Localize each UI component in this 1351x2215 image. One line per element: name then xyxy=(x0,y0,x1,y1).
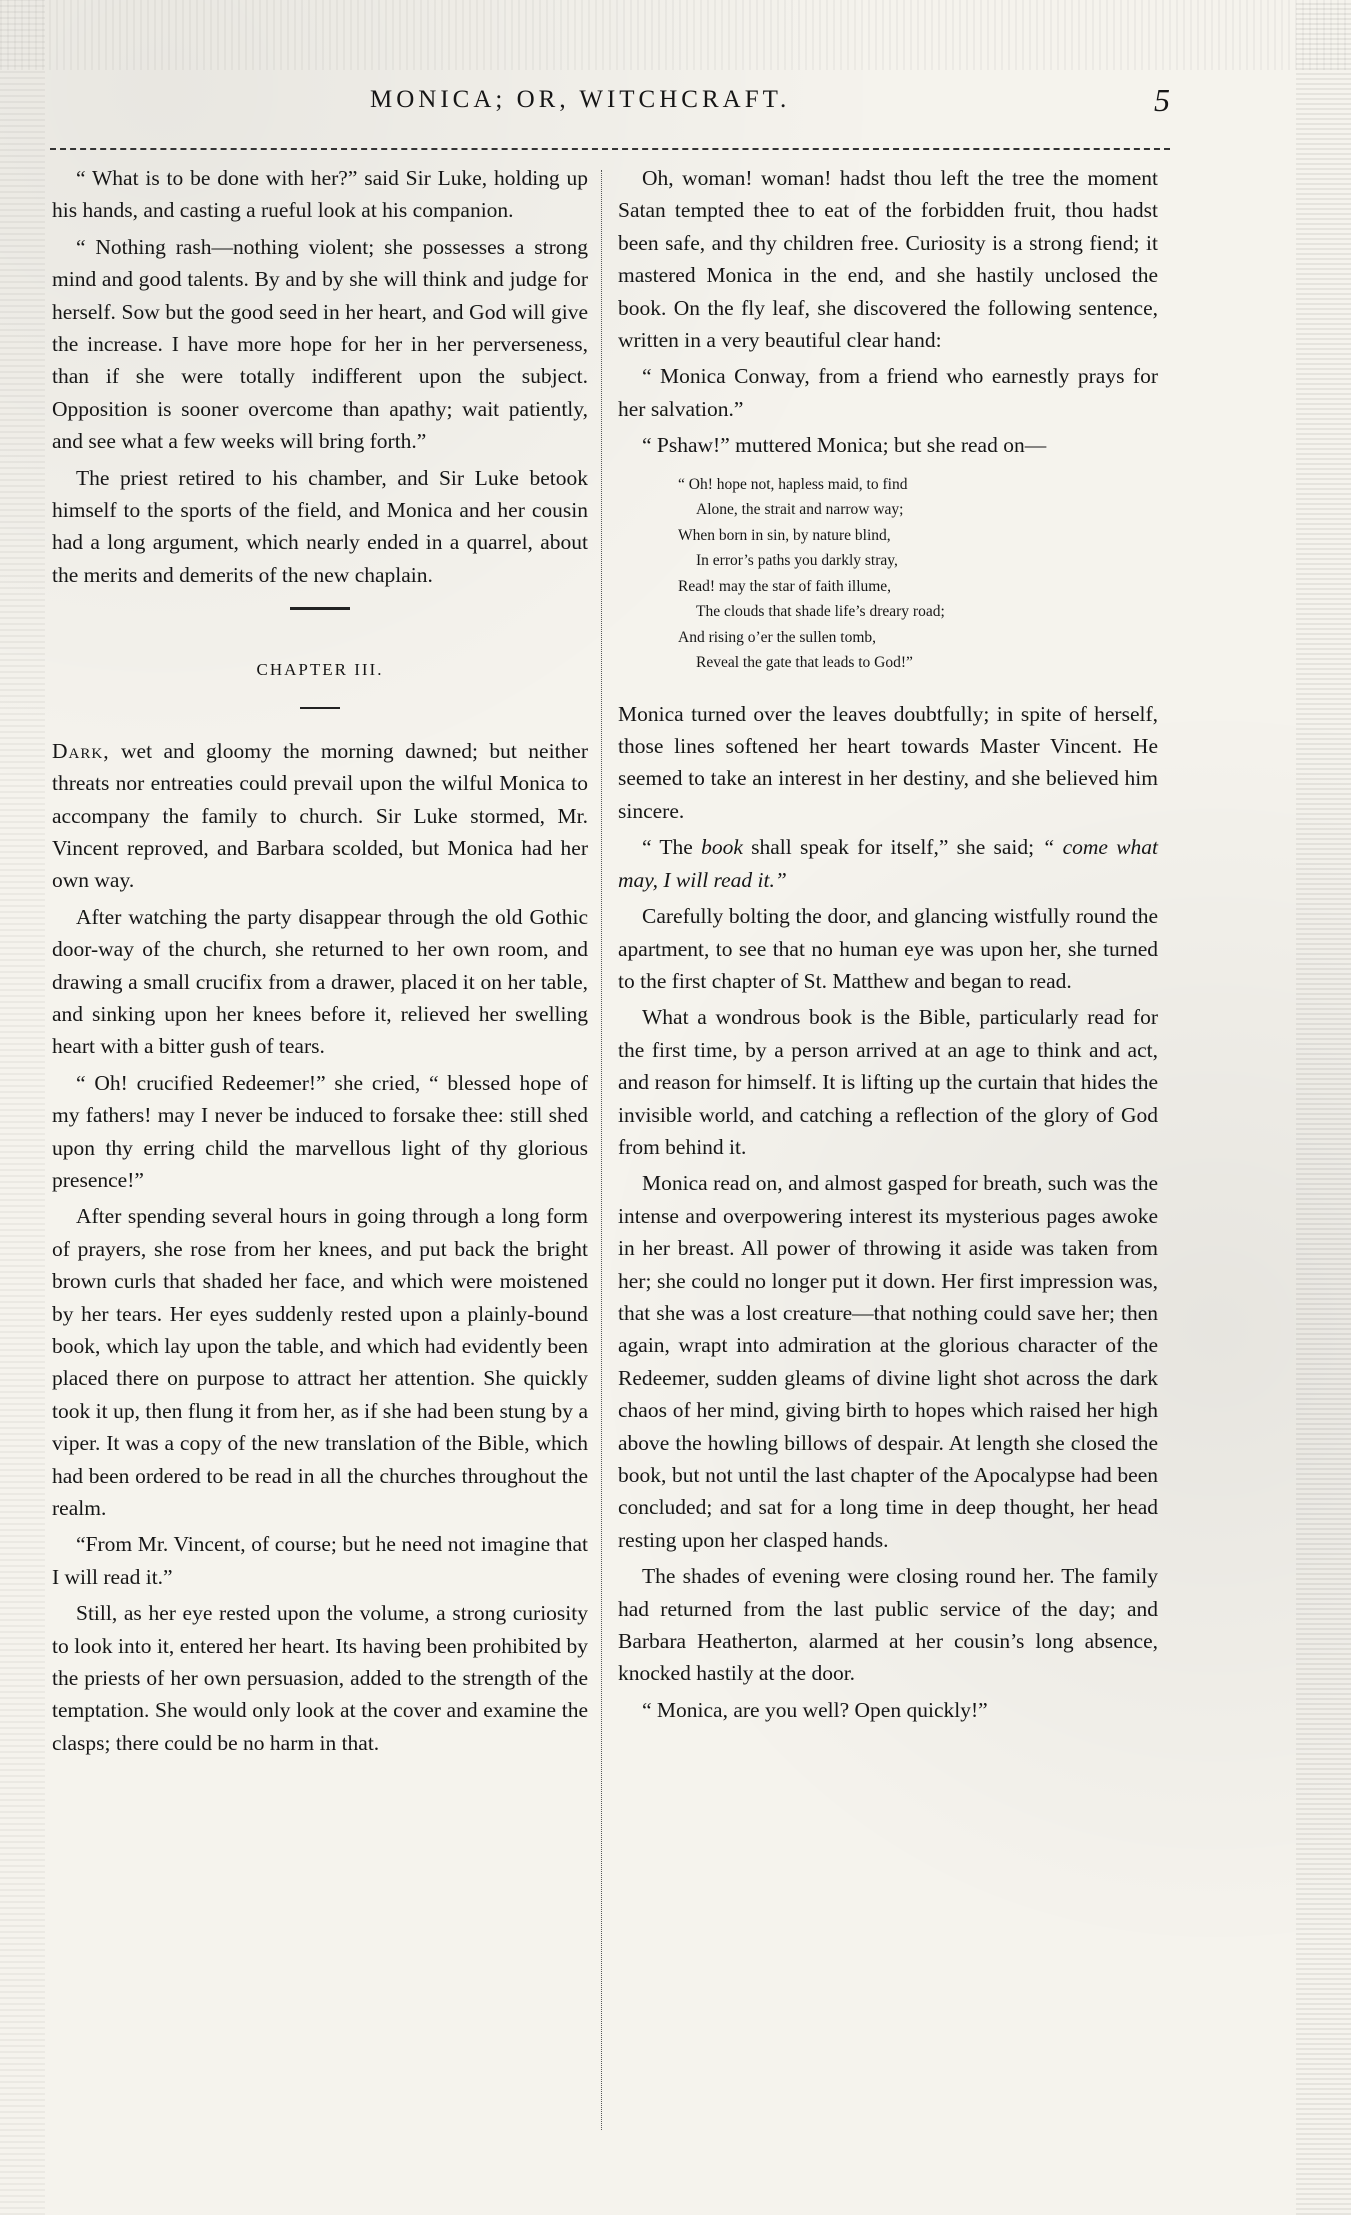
poem-line: And rising o’er the sullen tomb, xyxy=(678,628,877,646)
header-rule xyxy=(50,148,1170,150)
page-header xyxy=(50,82,1170,122)
page-edge-top xyxy=(0,0,1351,70)
column-divider xyxy=(601,170,602,2130)
poem xyxy=(678,472,1158,676)
opening-text: wet and gloomy the morning dawned; but neither threats nor entreaties could prevail upon the wilful Monica to accompany the family to church. Sir Luke stormed, Mr. Vincent reproved, and Barbara scolded, but Monica had her own way. xyxy=(52,738,588,893)
paragraph: After spending several hours in going through a long form of prayers, she rose from her knees, and put back the bright brown curls that shaded her face, and which were moistened by her tears. Her eyes suddenly rested upon a plainly-bound book, which lay upon the table, and which had evidently been placed there on purpose to attract her attention. She quickly took it up, then flung it from her, as if she had been stung by a viper. It was a copy of the new translation of the Bible, which had been ordered to be read in all the churches throughout the realm. xyxy=(52,1204,588,1521)
page-edge-right xyxy=(1296,0,1351,2215)
paragraph: “ Monica, are you well? Open quickly!” xyxy=(642,1697,988,1722)
opening-word: Dark, xyxy=(52,738,110,763)
poem-line: The clouds that shade life’s dreary road; xyxy=(696,603,945,621)
quote-mid: shall speak for itself,” she said; xyxy=(742,835,1035,860)
left-column xyxy=(52,162,588,1763)
paragraph: After watching the party disappear through the old Gothic door-way of the church, she returned to her own room, and drawing a small crucifix from a drawer, placed it on her table, and sinking upon her knees before it, relieved her swelling heart with a bitter gush of tears. xyxy=(52,904,588,1059)
poem-line: Reveal the gate that leads to God!” xyxy=(696,654,913,672)
paragraph: “ Oh! crucified Redeemer!” she cried, “ blessed hope of my fathers! may I never be induced to forsake thee: still shed upon thy erring child the marvellous light of thy glorious presence!” xyxy=(52,1070,588,1192)
chapter-separator-small xyxy=(300,707,340,709)
paragraph: “ Pshaw!” muttered Monica; but she read on— xyxy=(642,433,1047,458)
paragraph: “ Nothing rash—nothing violent; she possesses a strong mind and good talents. By and by she will think and judge for herself. Sow but the good seed in her heart, and God will give the increase. I have more hope for her in her perverseness, than if she were totally indifferent upon the subject. Opposition is sooner overcome than apathy; wait patiently, and see what a few weeks will bring forth.” xyxy=(52,234,588,454)
right-column xyxy=(618,162,1158,1730)
quote-italic: “ come what may, I will read it.” xyxy=(618,835,1159,892)
poem-line: “ Oh! hope not, hapless maid, to find xyxy=(678,475,908,493)
page-edge-left xyxy=(0,0,45,2215)
paragraph: Still, as her eye rested upon the volume, a strong curiosity to look into it, entered her heart. Its having been prohibited by the priests of her own persuasion, added to the strength of the temptation. She would only look at the cover and examine the clasps; there could be no harm in that. xyxy=(52,1601,588,1755)
paragraph: Carefully bolting the door, and glancing wistfully round the apartment, to see that no human eye was upon her, she turned to the first chapter of St. Matthew and began to read. xyxy=(618,904,1158,993)
running-title: MONICA; OR, WITCHCRAFT. xyxy=(370,86,791,113)
paragraph: What a wondrous book is the Bible, particularly read for the first time, by a person arrived at an age to think and act, and reason for himself. It is lifting up the curtain that hides the invisible world, and catching a reflection of the glory of God from behind it. xyxy=(618,1005,1158,1159)
paragraph: The priest retired to his chamber, and Sir Luke betook himself to the sports of the field, and Monica and her cousin had a long argument, which nearly ended in a quarrel, about the merits and demerits of the new chaplain. xyxy=(52,465,588,587)
poem-line: In error’s paths you darkly stray, xyxy=(696,552,898,570)
paragraph: The shades of evening were closing round her. The family had returned from the last public service of the day; and Barbara Heatherton, alarmed at her cousin’s long absence, knocked hastily at the door. xyxy=(618,1564,1158,1686)
paragraph: “ Monica Conway, from a friend who earnestly prays for her salvation.” xyxy=(618,364,1158,421)
paragraph: “From Mr. Vincent, of course; but he need not imagine that I will read it.” xyxy=(52,1532,588,1589)
quote-book-word: book xyxy=(701,835,743,860)
paragraph: “ What is to be done with her?” said Sir Luke, holding up his hands, and casting a rueful look at his companion. xyxy=(52,166,588,223)
poem-line: Read! may the star of faith illume, xyxy=(678,577,892,595)
quote-start: “ The xyxy=(642,835,702,860)
chapter-opening-paragraph xyxy=(52,735,588,897)
paragraph: Monica turned over the leaves doubtfully; in spite of herself, those lines softened her heart towards Master Vincent. He seemed to take an interest in her destiny, and she believed him sincere. xyxy=(618,701,1158,823)
poem-line: Alone, the strait and narrow way; xyxy=(696,501,904,519)
quote-paragraph xyxy=(618,831,1158,896)
paragraph: Monica read on, and almost gasped for breath, such was the intense and overpowering interest its mysterious pages awoke in her breast. All power of throwing it aside was taken from her; she could no longer put it down. Her first impression was, that she was a lost creature—that nothing could save her; then again, wrapt into admiration at the glorious character of the Redeemer, sudden gleams of divine light shot across the dark chaos of her mind, giving birth to hopes which raised her high above the howling billows of despair. At length she closed the book, but not until the last chapter of the Apocalypse had been concluded; and sat for a long time in deep thought, her head resting upon her clasped hands. xyxy=(618,1171,1158,1552)
chapter-separator xyxy=(290,607,350,610)
page-number: 5 xyxy=(1154,82,1170,118)
poem-line: When born in sin, by nature blind, xyxy=(678,526,891,544)
paragraph: Oh, woman! woman! hadst thou left the tree the moment Satan tempted thee to eat of the forbidden fruit, thou hadst been safe, and thy children free. Curiosity is a strong fiend; it mastered Monica in the end, and she hastily unclosed the book. On the fly leaf, she discovered the following sentence, written in a very beautiful clear hand: xyxy=(618,166,1158,353)
chapter-heading: CHAPTER III. xyxy=(256,660,384,680)
